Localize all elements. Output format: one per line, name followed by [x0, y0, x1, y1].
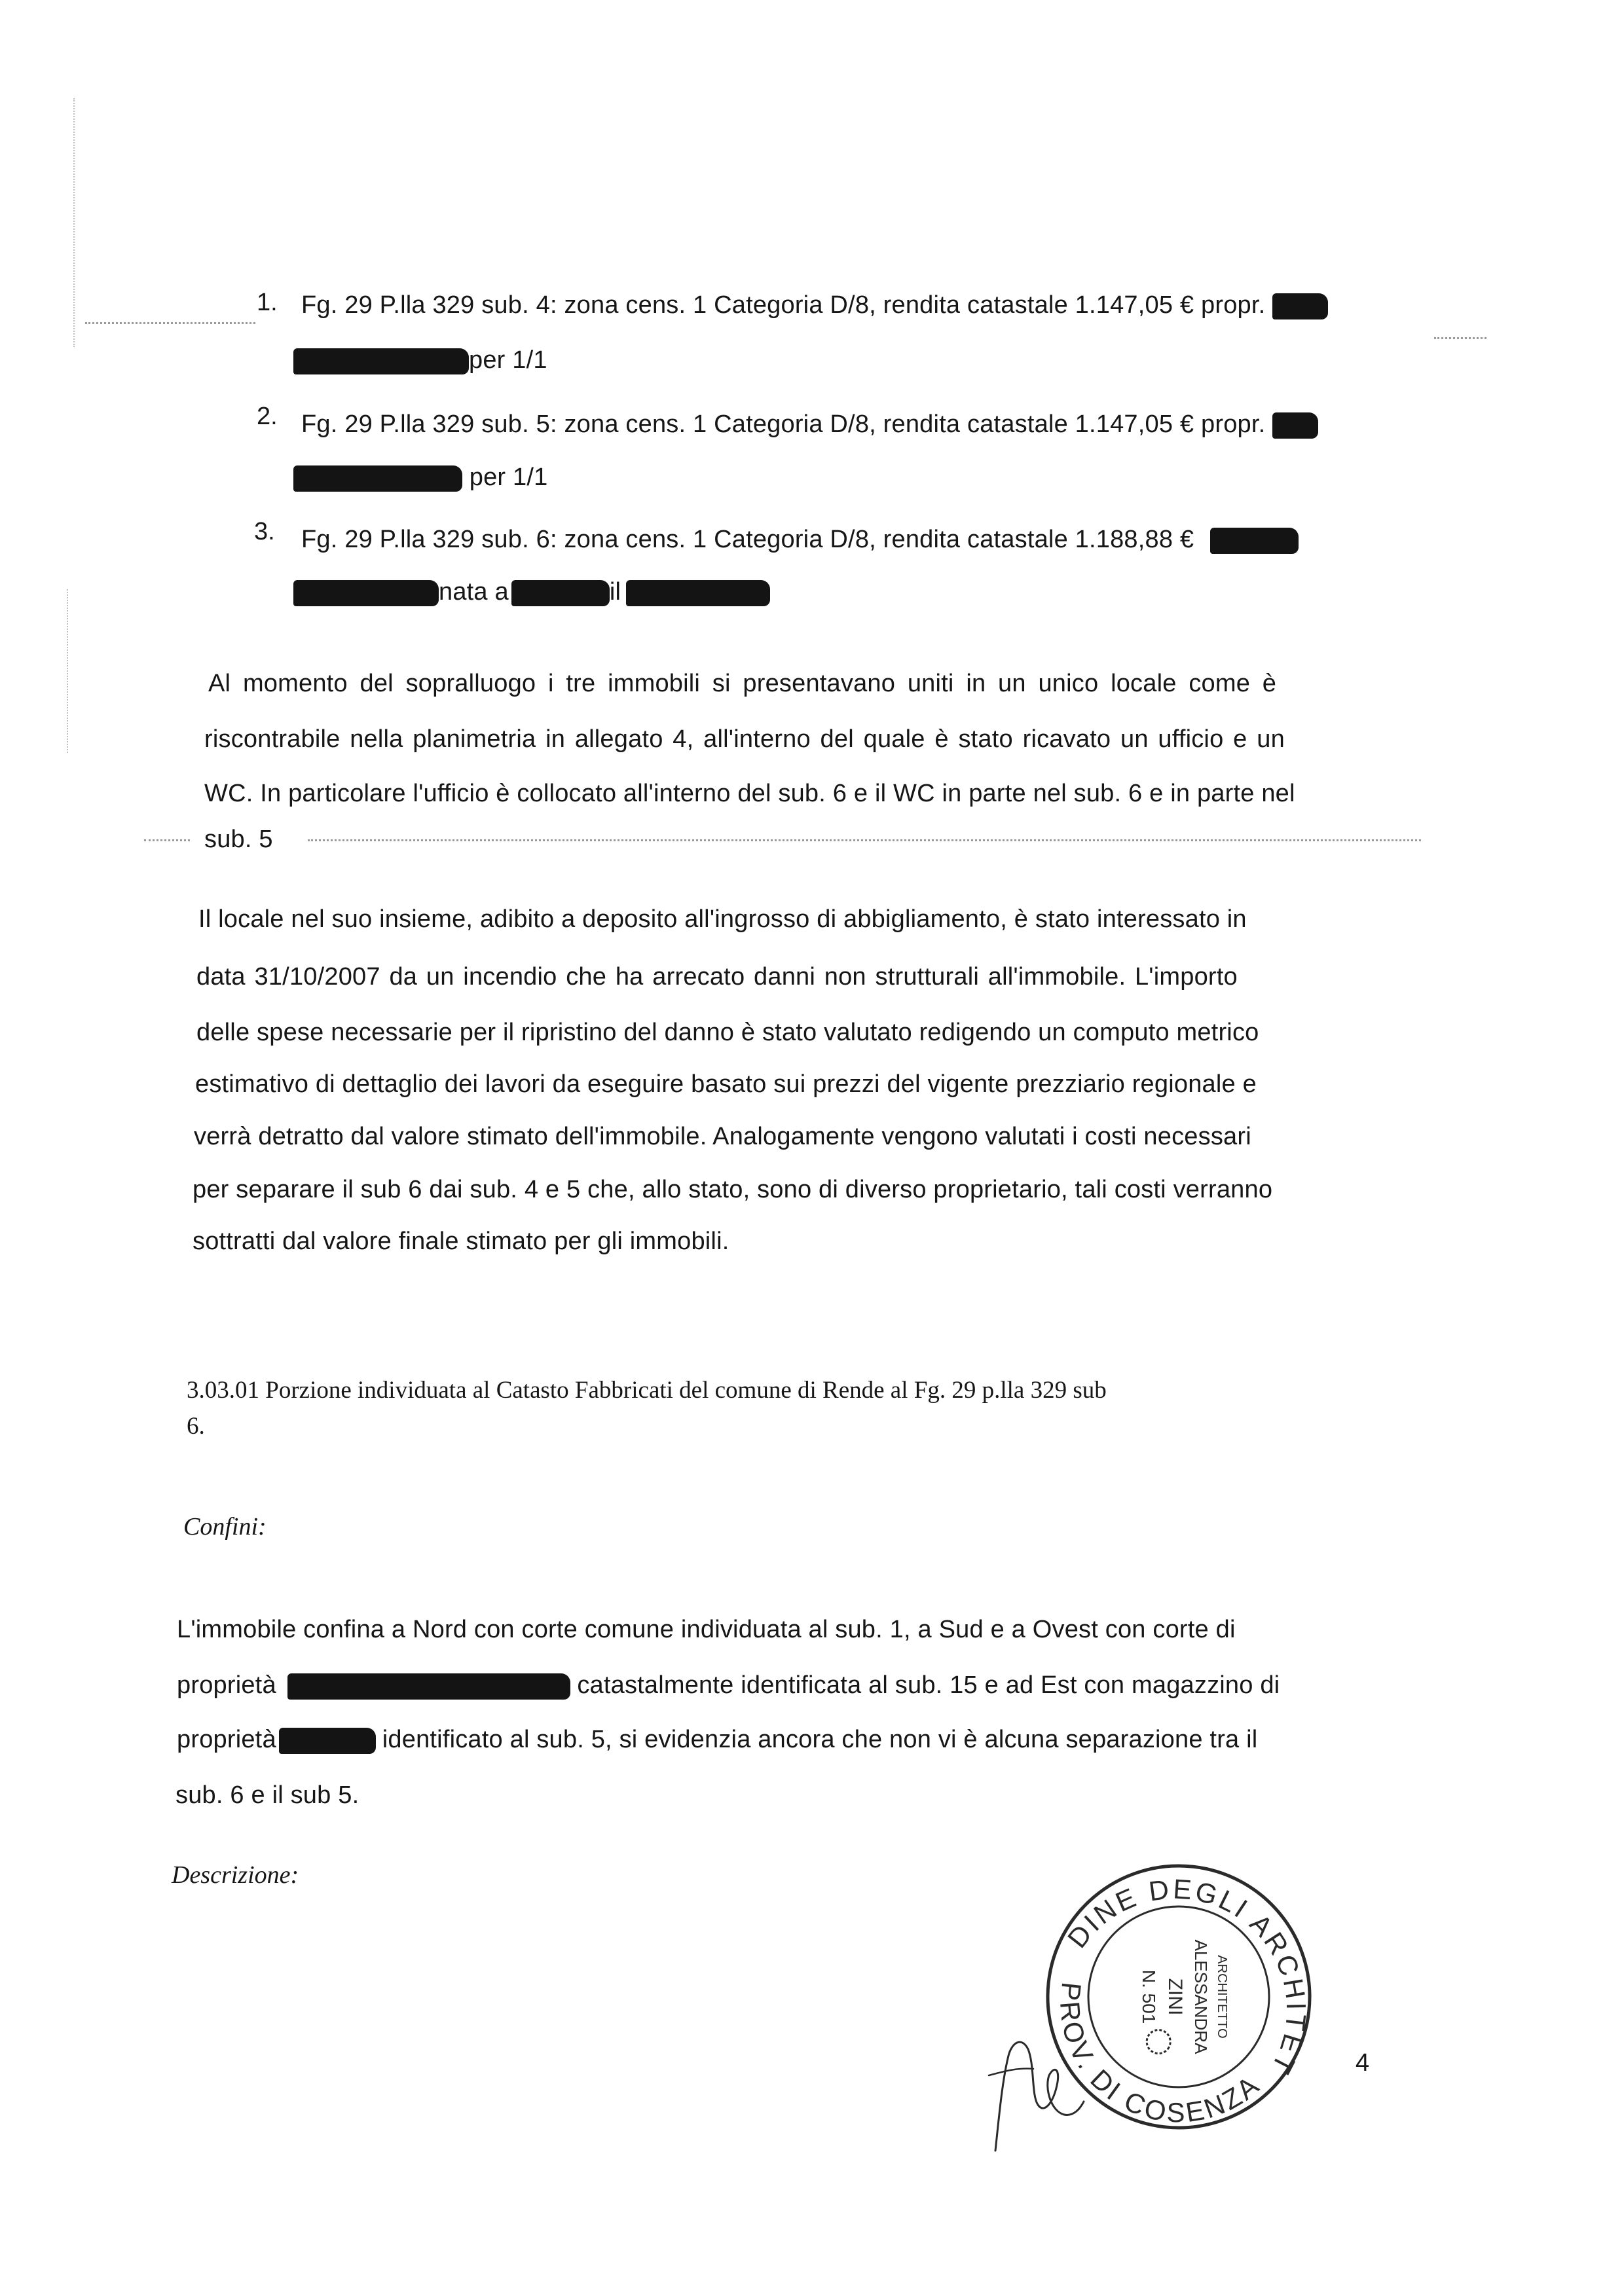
- svg-text:ALESSANDRA: ALESSANDRA: [1191, 1939, 1211, 2054]
- redaction: [511, 580, 610, 606]
- left-margin-mark: [73, 98, 75, 347]
- section-heading-line-2: 6.: [187, 1413, 205, 1440]
- list-number-1: 1.: [257, 289, 278, 316]
- paragraph-2-line-7: sottratti dal valore finale stimato per gli immobili.: [193, 1228, 729, 1255]
- section-heading-line-1: 3.03.01 Porzione individuata al Catasto Fabbricati del comune di Rende al Fg. 29 p.lla 329 sub: [187, 1377, 1107, 1404]
- page-number: 4: [1356, 2049, 1370, 2077]
- paragraph-1-line-1: Al momento del sopralluogo i tre immobili si presentavano uniti in un unico locale come è: [208, 670, 1277, 697]
- list-item-2-line1: Fg. 29 P.lla 329 sub. 5: zona cens. 1 Categoria D/8, rendita catastale 1.147,05 € propr.: [301, 409, 1318, 440]
- svg-text:ARCHITETTO: ARCHITETTO: [1215, 1955, 1229, 2039]
- paragraph-2-line-3: delle spese necessarie per il ripristino del danno è stato valutato redigendo un computo metrico: [196, 1019, 1259, 1046]
- redaction: [293, 465, 462, 492]
- redaction: [287, 1673, 570, 1700]
- left-margin-mark-2: [67, 589, 68, 753]
- list-item-1-line2: per 1/1: [293, 344, 547, 376]
- confini-line-1: L'immobile confina a Nord con corte comune individuata al sub. 1, a Sud e a Ovest con corte di: [177, 1616, 1236, 1643]
- confini-line-2: proprietà catastalmente identificata al sub. 15 e ad Est con magazzino di: [177, 1671, 1280, 1699]
- redaction: [1272, 293, 1328, 319]
- confini-label: Confini:: [183, 1513, 267, 1540]
- redaction: [626, 580, 770, 606]
- confini-line-3: proprietà identificato al sub. 5, si evidenzia ancora che non vi è alcuna separazione tra il: [177, 1726, 1258, 1753]
- redaction: [1272, 412, 1318, 439]
- list-number-2: 2.: [257, 403, 278, 430]
- paragraph-2-line-4: estimativo di dettaglio dei lavori da eseguire basato sui prezzi del vigente prezziario regionale e: [195, 1070, 1257, 1098]
- list-item-1-line1: Fg. 29 P.lla 329 sub. 4: zona cens. 1 Categoria D/8, rendita catastale 1.147,05 € propr.: [301, 289, 1328, 321]
- list-item-2-line2: per 1/1: [293, 462, 547, 493]
- svg-text:N. 501: N. 501: [1139, 1969, 1159, 2024]
- dotted-rule: [85, 322, 255, 324]
- confini-line-4: sub. 6 e il sub 5.: [175, 1781, 360, 1809]
- paragraph-1-line-3: WC. In particolare l'ufficio è collocato all'interno del sub. 6 e il WC in parte nel sub. 6 e in parte nel: [204, 780, 1295, 807]
- paragraph-2-line-2: data 31/10/2007 da un incendio che ha arrecato danni non strutturali all'immobile. L'importo: [196, 963, 1238, 991]
- paragraph-2-line-1: Il locale nel suo insieme, adibito a deposito all'ingrosso di abbigliamento, è stato interessato in: [198, 905, 1247, 933]
- redaction: [279, 1728, 376, 1754]
- list-item-3-line2: nata a il: [293, 576, 770, 608]
- svg-text:PROV. DI COSENZA: PROV. DI COSENZA: [1054, 1980, 1266, 2128]
- paragraph-1-line-4: sub. 5: [204, 826, 273, 853]
- list-number-3: 3.: [254, 518, 275, 545]
- paragraph-2-line-6: per separare il sub 6 dai sub. 4 e 5 che, allo stato, sono di diverso proprietario, tali costi verranno: [193, 1176, 1273, 1203]
- svg-text:ORDINE DEGLI ARCHITETTI: ORDINE DEGLI ARCHITETTI: [1061, 1873, 1312, 2081]
- dotted-rule: [308, 839, 1421, 841]
- svg-text:ZINI: ZINI: [1164, 1978, 1186, 2016]
- dotted-rule: [144, 839, 190, 841]
- redaction: [293, 348, 469, 374]
- signature: [976, 2003, 1107, 2154]
- paragraph-1-line-2: riscontrabile nella planimetria in allegato 4, all'interno del quale è stato ricavato un ufficio e un: [204, 725, 1285, 753]
- list-item-3-line1: Fg. 29 P.lla 329 sub. 6: zona cens. 1 Categoria D/8, rendita catastale 1.188,88 €: [301, 524, 1299, 555]
- redaction: [293, 580, 439, 606]
- redaction: [1210, 528, 1299, 554]
- paragraph-2-line-5: verrà detratto dal valore stimato dell'immobile. Analogamente vengono valutati i costi necessari: [194, 1123, 1251, 1150]
- dotted-rule: [1434, 337, 1486, 339]
- descrizione-label: Descrizione:: [172, 1861, 299, 1889]
